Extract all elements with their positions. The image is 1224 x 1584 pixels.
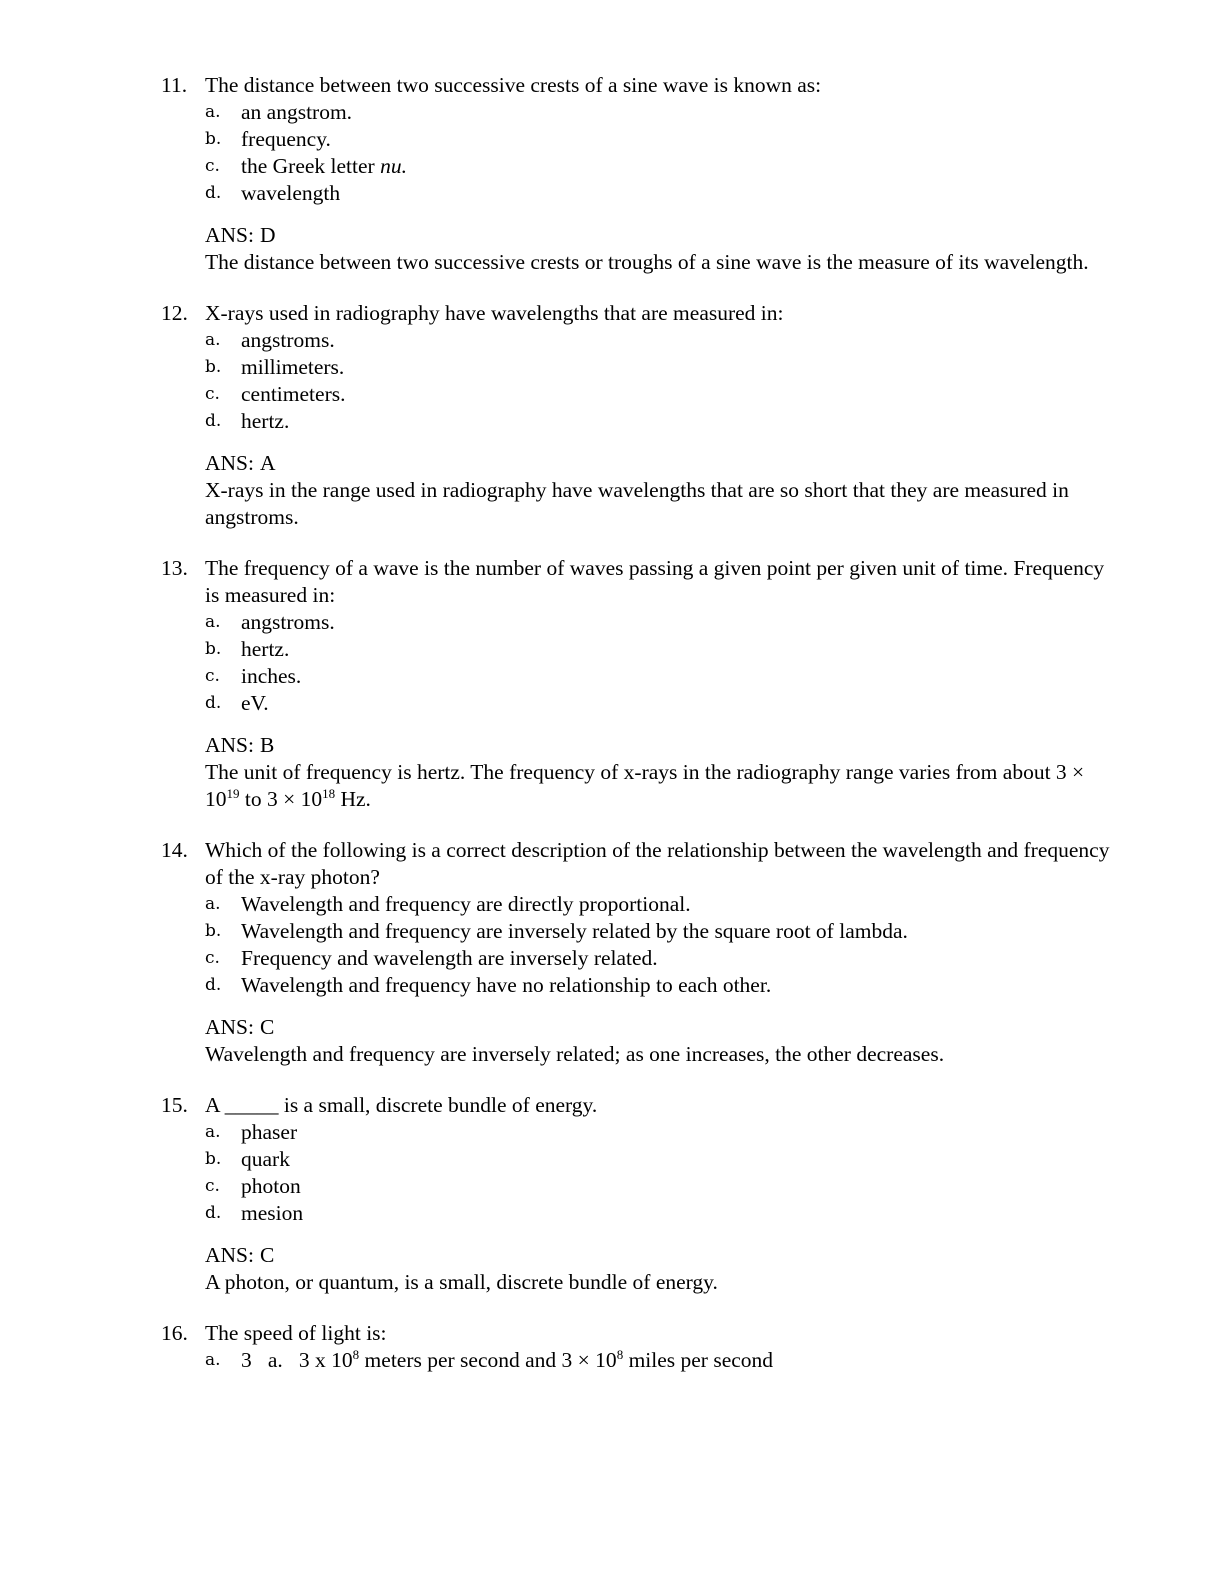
question-stem bbox=[0, 1320, 1224, 1347]
question-number: 16. bbox=[161, 1321, 188, 1345]
question-text: The distance between two successive crests of a sine wave is known as: bbox=[205, 73, 822, 97]
exponent: 8 bbox=[616, 1346, 624, 1362]
option-letter: d. bbox=[205, 693, 222, 713]
answer-label: ANS: bbox=[205, 1015, 254, 1039]
option-c bbox=[0, 153, 1224, 180]
option-text: wavelength bbox=[241, 181, 341, 205]
explanation-part: to 3 × 10 bbox=[239, 787, 323, 811]
option-a bbox=[0, 327, 1224, 354]
explanation: The distance between two successive crests or troughs of a sine wave is the measure of its wavelength. bbox=[205, 250, 1089, 274]
answer-label: ANS: bbox=[205, 223, 254, 247]
option-a bbox=[0, 1119, 1224, 1146]
option-c bbox=[0, 1173, 1224, 1200]
answer-line bbox=[0, 732, 1224, 759]
option-text: phaser bbox=[241, 1120, 298, 1144]
option-letter: b. bbox=[205, 129, 222, 149]
option-letter: d. bbox=[205, 1203, 222, 1223]
option-text: meters per second and 3 × 10 bbox=[359, 1348, 617, 1372]
option-text: the Greek letter bbox=[241, 154, 381, 178]
option-text-emphasis: nu. bbox=[380, 154, 407, 178]
answer-label: ANS: bbox=[205, 451, 254, 475]
answer-line bbox=[0, 1014, 1224, 1041]
option-text: an angstrom. bbox=[241, 100, 353, 124]
option-a bbox=[0, 1347, 1224, 1374]
question-number: 14. bbox=[161, 838, 188, 862]
question-stem bbox=[0, 72, 1224, 99]
question-number: 11. bbox=[161, 73, 188, 97]
explanation: X-rays in the range used in radiography have wavelengths that are so short that they are measured in angstroms. bbox=[205, 478, 1069, 529]
option-text: centimeters. bbox=[241, 382, 346, 406]
option-letter: c. bbox=[205, 156, 220, 176]
option-letter: d. bbox=[205, 183, 222, 203]
answer-label: ANS: bbox=[205, 1243, 254, 1267]
question-16 bbox=[0, 1320, 1224, 1374]
option-b bbox=[0, 126, 1224, 153]
option-b bbox=[0, 354, 1224, 381]
explanation bbox=[0, 759, 1224, 813]
option-letter: d. bbox=[205, 411, 222, 431]
option-text: miles per second bbox=[623, 1348, 774, 1372]
option-letter: a. bbox=[205, 894, 221, 914]
question-text: A _____ is a small, discrete bundle of energy. bbox=[205, 1093, 598, 1117]
option-text: Wavelength and frequency have no relationship to each other. bbox=[241, 973, 772, 997]
question-text: The speed of light is: bbox=[205, 1321, 387, 1345]
question-number: 13. bbox=[161, 556, 188, 580]
option-letter: c. bbox=[205, 384, 220, 404]
option-letter: b. bbox=[205, 639, 222, 659]
option-text: angstroms. bbox=[241, 610, 335, 634]
option-text: mesion bbox=[241, 1201, 304, 1225]
option-d bbox=[0, 408, 1224, 435]
exponent: 8 bbox=[352, 1346, 360, 1362]
question-12 bbox=[0, 300, 1224, 531]
option-text: hertz. bbox=[241, 409, 290, 433]
option-letter: b. bbox=[205, 357, 222, 377]
question-number: 12. bbox=[161, 301, 188, 325]
option-letter: c. bbox=[205, 948, 220, 968]
option-d bbox=[0, 180, 1224, 207]
explanation-part: The unit of frequency is hertz. The frequency of x-rays in the radiography range varies from about 3 × 10 bbox=[205, 760, 1085, 811]
option-text: angstroms. bbox=[241, 328, 335, 352]
option-d bbox=[0, 690, 1224, 717]
option-b bbox=[0, 1146, 1224, 1173]
answer-line bbox=[0, 450, 1224, 477]
explanation: Wavelength and frequency are inversely related; as one increases, the other decreases. bbox=[205, 1042, 945, 1066]
option-text: Frequency and wavelength are inversely related. bbox=[241, 946, 658, 970]
explanation: A photon, or quantum, is a small, discrete bundle of energy. bbox=[205, 1270, 718, 1294]
question-11 bbox=[0, 72, 1224, 276]
document-page bbox=[0, 72, 1224, 1398]
option-text: frequency. bbox=[241, 127, 331, 151]
question-number: 15. bbox=[161, 1093, 188, 1117]
option-letter: a. bbox=[205, 102, 221, 122]
option-d bbox=[0, 1200, 1224, 1227]
option-text: millimeters. bbox=[241, 355, 345, 379]
question-text: The frequency of a wave is the number of waves passing a given point per given unit of time. Frequency is measured in: bbox=[205, 556, 1105, 607]
answer-letter: C bbox=[259, 1243, 275, 1267]
option-letter: b. bbox=[205, 1149, 222, 1169]
option-letter: a. bbox=[205, 1350, 221, 1370]
answer-letter: A bbox=[259, 451, 276, 475]
option-text: Wavelength and frequency are inversely related by the square root of lambda. bbox=[241, 919, 908, 943]
option-c bbox=[0, 663, 1224, 690]
option-a bbox=[0, 609, 1224, 636]
answer-line bbox=[0, 222, 1224, 249]
option-letter: b. bbox=[205, 921, 222, 941]
option-c bbox=[0, 381, 1224, 408]
option-d bbox=[0, 972, 1224, 999]
option-text: Wavelength and frequency are directly proportional. bbox=[241, 892, 691, 916]
option-text: photon bbox=[241, 1174, 301, 1198]
question-stem bbox=[0, 837, 1224, 891]
question-stem bbox=[0, 1092, 1224, 1119]
answer-letter: C bbox=[259, 1015, 275, 1039]
question-stem bbox=[0, 555, 1224, 609]
question-stem bbox=[0, 300, 1224, 327]
question-text: Which of the following is a correct description of the relationship between the wavelength and frequency of the x-ray photon? bbox=[205, 838, 1110, 889]
option-a bbox=[0, 891, 1224, 918]
option-letter: c. bbox=[205, 1176, 220, 1196]
option-text: inches. bbox=[241, 664, 302, 688]
option-letter: a. bbox=[205, 1122, 221, 1142]
option-c bbox=[0, 945, 1224, 972]
answer-letter: B bbox=[259, 733, 275, 757]
option-a bbox=[0, 99, 1224, 126]
option-letter: a. bbox=[205, 612, 221, 632]
option-text: eV. bbox=[241, 691, 269, 715]
question-15 bbox=[0, 1092, 1224, 1296]
option-b bbox=[0, 636, 1224, 663]
exponent: 18 bbox=[322, 785, 336, 801]
question-13 bbox=[0, 555, 1224, 813]
option-text: quark bbox=[241, 1147, 290, 1171]
option-b bbox=[0, 918, 1224, 945]
answer-line bbox=[0, 1242, 1224, 1269]
explanation-part: Hz. bbox=[335, 787, 371, 811]
answer-label: ANS: bbox=[205, 733, 254, 757]
answer-letter: D bbox=[259, 223, 276, 247]
option-letter: d. bbox=[205, 975, 222, 995]
option-letter: a. bbox=[205, 330, 221, 350]
option-letter: c. bbox=[205, 666, 220, 686]
option-text: 3 a. 3 x 10 bbox=[241, 1348, 353, 1372]
question-text: X-rays used in radiography have wavelengths that are measured in: bbox=[205, 301, 784, 325]
question-14 bbox=[0, 837, 1224, 1068]
exponent: 19 bbox=[226, 785, 240, 801]
option-text: hertz. bbox=[241, 637, 290, 661]
